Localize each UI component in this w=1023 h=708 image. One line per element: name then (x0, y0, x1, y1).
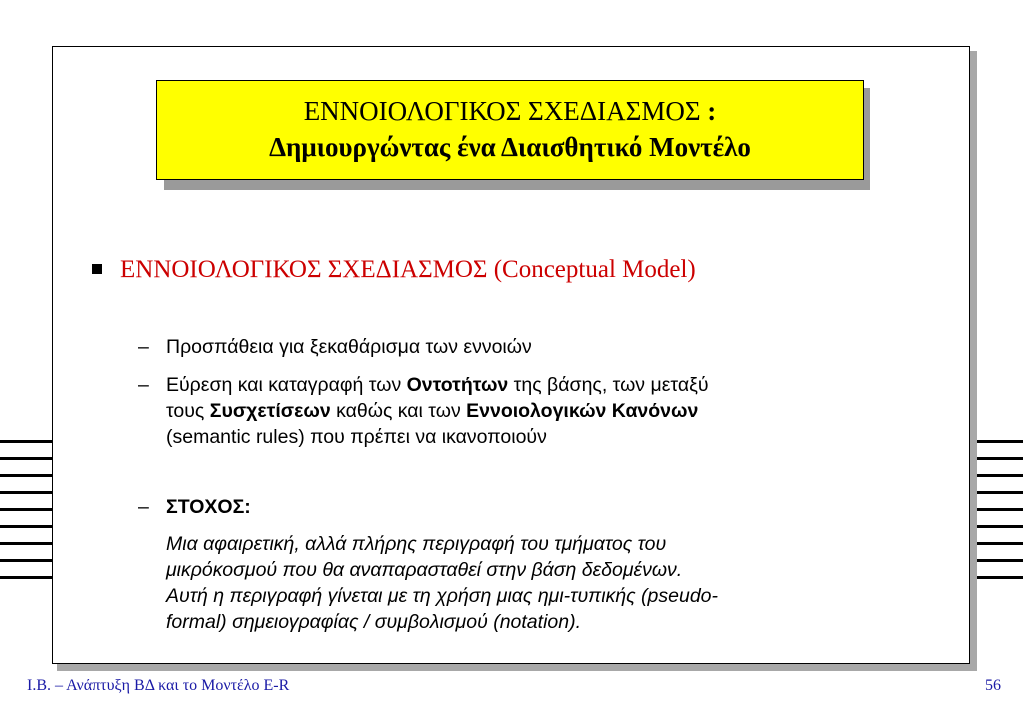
slide-title (156, 80, 864, 180)
relationships-term: Συσχετίσεων (209, 400, 331, 422)
sub-item-2-text: Εύρεση και καταγραφή των Οντοτήτων της βάσης, των μεταξύ τους Συσχετίσεων καθώς και των Εννοιολογικών Κανόνων (semantic rules) που πρέπει να ικανοποιούν (166, 374, 709, 448)
main-bullet-text: ΕΝΝΟΙΟΛΟΓΙΚΟΣ ΣΧΕΔΙΑΣΜΟΣ (Conceptual Model) (120, 256, 696, 283)
title-colon: : (700, 96, 717, 126)
left-stripes-decoration (0, 440, 52, 593)
main-bullet (92, 256, 696, 284)
title-line2: Δημιουργώντας ένα Διαισθητικό Μοντέλο (269, 132, 751, 162)
entities-term: Οντοτήτων (406, 374, 509, 396)
square-bullet-icon (92, 264, 102, 274)
footer-page-number: 56 (985, 677, 1001, 694)
title-line1: ΕΝΝΟΙΟΛΟΓΙΚΟΣ ΣΧΕΔΙΑΣΜΟΣ (303, 96, 701, 126)
conceptual-rules-term: Εννοιολογικών Κανόνων (466, 400, 699, 422)
sub-item-1-text: Προσπάθεια για ξεκαθάρισμα των εννοιών (166, 336, 532, 358)
goal-label: ΣΤΟΧΟΣ: (166, 496, 251, 518)
right-stripes-decoration (970, 440, 1023, 593)
goal-description: Μια αφαιρετική, αλλά πλήρης περιγραφή του τμήματος του μικρόκοσμού που θα αναπαρασταθεί στην βάση δεδομένων. Αυτή η περιγραφή γίνεται με τη χρήση μιας ημι-τυπικής (pseudo- formal) σημειογραφίας / συμβολισμού (notation). (166, 533, 719, 633)
footer-course-title: Ι.Β. – Ανάπτυξη ΒΔ και το Μοντέλο Ε-R (27, 677, 290, 694)
